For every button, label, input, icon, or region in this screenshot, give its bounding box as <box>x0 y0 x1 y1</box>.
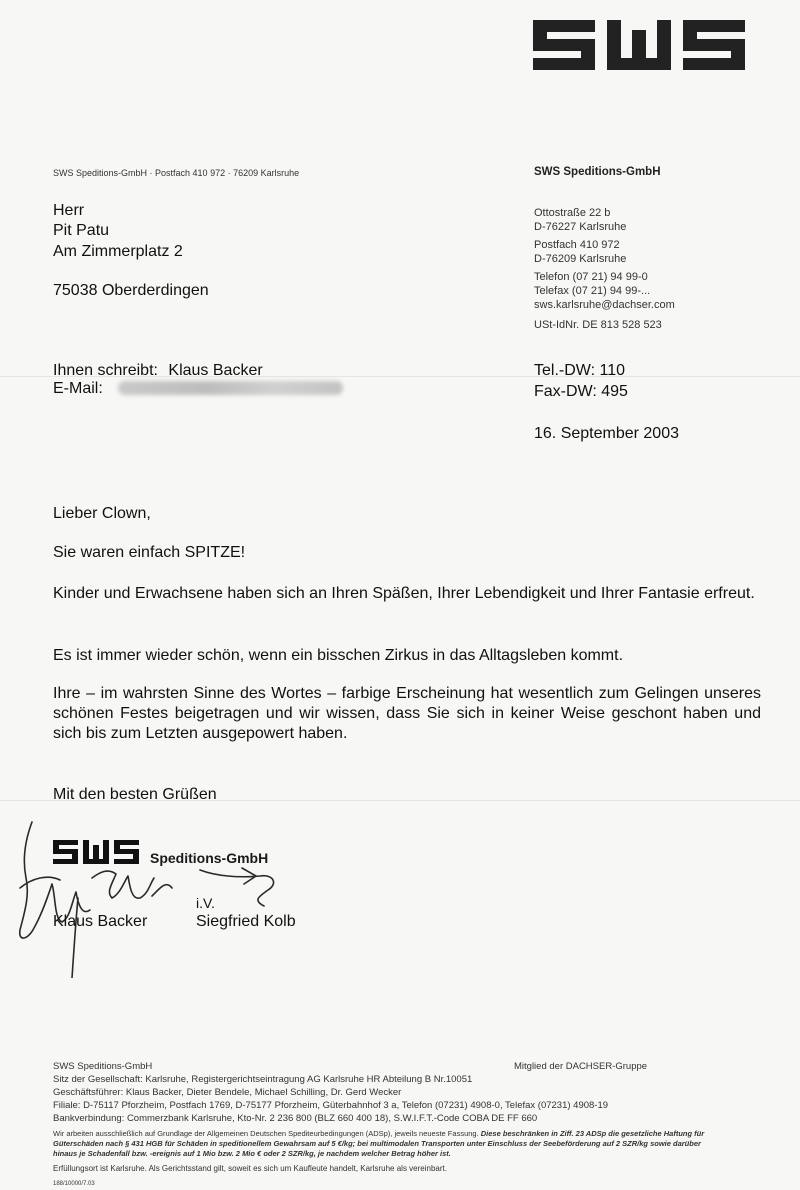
signatory-2: Siegfried Kolb <box>196 913 296 930</box>
paragraph-2: Kinder und Erwachsene haben sich an Ihren Späßen, Ihrer Lebendigkeit und Ihrer Fantasie erfreut. <box>53 585 755 602</box>
footer-branch: Filiale: D-75117 Pforzheim, Postfach 1769, D-75177 Pforzheim, Güterbahnhof 3 a, Telefon (07231) 4908-0, Telefax (07231) 4908-19 <box>53 1100 609 1111</box>
recipient-name: Pit Patu <box>53 222 110 239</box>
handwritten-signatures <box>12 818 302 978</box>
writer-line <box>53 362 263 380</box>
closing: Mit den besten Grüßen <box>53 786 217 803</box>
signatory-1: Klaus Backer <box>53 913 148 930</box>
footer-terms <box>53 1129 725 1159</box>
redacted-email <box>118 381 343 395</box>
paragraph-3: Es ist immer wieder schön, wenn ein bisschen Zirkus in das Alltagsleben kommt. <box>53 647 624 664</box>
paragraph-1: Sie waren einfach SPITZE! <box>53 544 246 561</box>
recipient-salutation: Herr <box>53 202 85 219</box>
email-label: E-Mail: <box>53 380 103 397</box>
contact-street: Ottostraße 22 b <box>534 207 611 219</box>
paragraph-4: Ihre – im wahrsten Sinne des Wortes – farbige Erscheinung hat wesentlich zum Gelingen unseres schönen Festes beigetragen und wir wissen, dass Sie sich in keiner Weise geschont haben und sich bis zum Letzten ausgepowert haben. <box>53 685 761 742</box>
contact-postbox-city: D-76209 Karlsruhe <box>534 253 627 265</box>
contact-fax: Telefax (07 21) 94 99-... <box>534 285 651 297</box>
firm-name: SWS Speditions-GmbH <box>534 166 661 178</box>
footer-managers: Geschäftsführer: Klaus Backer, Dieter Bendele, Michael Schilling, Dr. Gerd Wecker <box>53 1087 402 1098</box>
letter-date: 16. September 2003 <box>534 425 679 442</box>
tel-extension: Tel.-DW: 110 <box>534 362 625 379</box>
footer-jurisdiction: Erfüllungsort ist Karlsruhe. Als Gerichtsstand gilt, soweit es sich um Kaufleute handelt, Karlsruhe als vereinbart. <box>53 1164 447 1173</box>
writer-name: Klaus Backer <box>168 362 263 379</box>
greeting: Lieber Clown, <box>53 505 151 522</box>
footer-terms-normal: Wir arbeiten ausschließlich auf Grundlage der Allgemeinen Deutschen Spediteurbedingungen (ADSp), jeweils neueste Fassung. <box>53 1129 479 1138</box>
sender-return-line: SWS Speditions-GmbH · Postfach 410 972 · 76209 Karlsruhe <box>53 168 300 178</box>
writer-label: Ihnen schreibt: <box>53 362 158 379</box>
contact-postbox: Postfach 410 972 <box>534 239 620 251</box>
contact-vat-id: USt-IdNr. DE 813 528 523 <box>534 319 662 331</box>
footer-terms-liability: Diese beschränken in Ziff. 23 ADSp die gesetzliche Haftung für Güterschäden nach § 431 HGB für Schäden in speditionellem Gewahrsam auf 5 €/kg; bei multimodalen Transporten unter Einschluss der Seebeförderung auf 2 SZR/kg sowie darüber hinaus je Schadenfall bzw. -ereignis auf 1 Mio bzw. 2 Mio € oder 2 SZR/kg, je nachdem welcher Betrag höher ist. <box>53 1129 705 1158</box>
footer-bank: Bankverbindung: Commerzbank Karlsruhe, Kto-Nr. 2 236 800 (BLZ 660 400 18), S.W.I.F.T.-Code COBA DE FF 660 <box>53 1113 538 1124</box>
footer-form-code: 188/10000/7.03 <box>53 1181 95 1187</box>
recipient-city: 75038 Oberderdingen <box>53 282 209 299</box>
sws-logo <box>533 20 763 70</box>
contact-email: sws.karlsruhe@dachser.com <box>534 299 675 311</box>
signature-company: Speditions-GmbH <box>150 850 269 866</box>
signature-iv: i.V. <box>196 895 215 911</box>
contact-city: D-76227 Karlsruhe <box>534 221 627 233</box>
contact-phone: Telefon (07 21) 94 99-0 <box>534 271 648 283</box>
footer-registration: Sitz der Gesellschaft: Karlsruhe, Registergerichtseintragung AG Karlsruhe HR Abteilung B Nr.10051 <box>53 1074 473 1085</box>
footer-company: SWS Speditions-GmbH <box>53 1061 153 1072</box>
fax-extension: Fax-DW: 495 <box>534 383 628 400</box>
recipient-street: Am Zimmerplatz 2 <box>53 243 183 260</box>
footer-group: Mitglied der DACHSER-Gruppe <box>514 1061 648 1072</box>
